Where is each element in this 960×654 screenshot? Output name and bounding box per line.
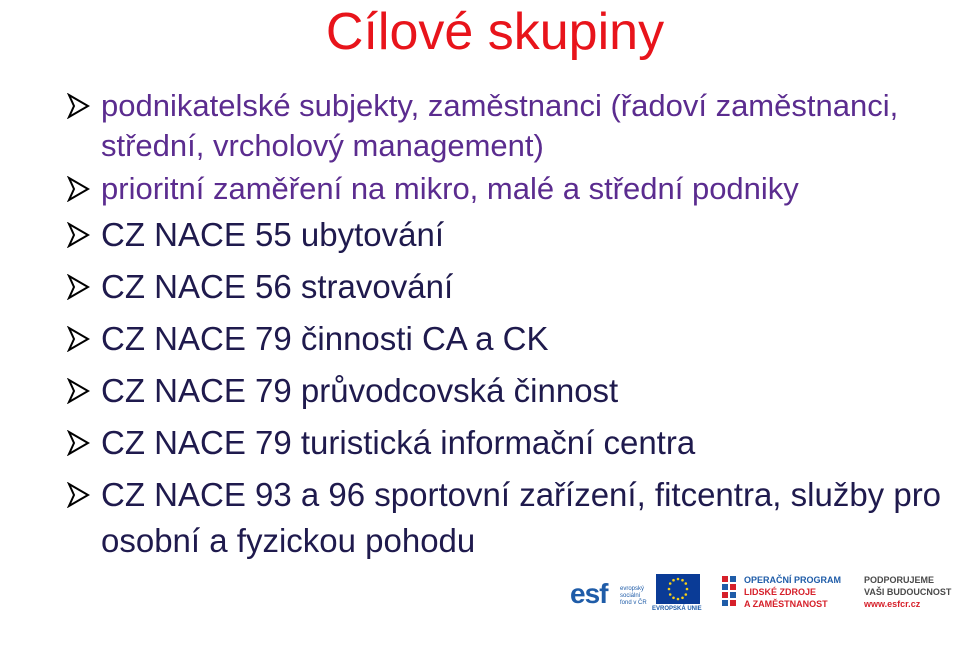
arrow-bullet-icon bbox=[66, 326, 91, 352]
support-line-1: PODPORUJEME bbox=[864, 575, 935, 585]
arrow-bullet-icon bbox=[66, 176, 91, 202]
op-program-text bbox=[744, 574, 854, 610]
page-title: Cílové skupiny bbox=[325, 3, 665, 61]
arrow-bullet-icon bbox=[66, 93, 91, 119]
op-line-1: OPERAČNÍ PROGRAM bbox=[744, 575, 842, 585]
esf-logo bbox=[570, 572, 650, 616]
list-item-text: CZ NACE 79 průvodcovská činnost bbox=[101, 372, 619, 409]
list-item-text: CZ NACE 56 stravování bbox=[101, 268, 454, 305]
list-item bbox=[66, 169, 946, 209]
list-item bbox=[66, 420, 946, 466]
list-item bbox=[66, 472, 946, 564]
list-item bbox=[66, 264, 946, 310]
esf-logo-text: esf bbox=[570, 578, 608, 609]
op-line-2: LIDSKÉ ZDROJE bbox=[744, 587, 817, 597]
list-item-text: podnikatelské subjekty, zaměstnanci (řadoví zaměstnanci, střední, vrcholový management) bbox=[101, 88, 899, 163]
eu-caption: EVROPSKÁ UNIE bbox=[652, 606, 702, 612]
arrow-bullet-icon bbox=[66, 274, 91, 300]
support-slogan bbox=[864, 574, 956, 610]
op-line-3: A ZAMĚSTNANOST bbox=[744, 599, 828, 609]
arrow-bullet-icon bbox=[66, 222, 91, 248]
list-item bbox=[66, 212, 946, 258]
op-program-logo-icon bbox=[720, 574, 738, 612]
arrow-bullet-icon bbox=[66, 430, 91, 456]
support-line-2: VAŠI BUDOUCNOST bbox=[864, 587, 952, 597]
list-item-text: CZ NACE 55 ubytování bbox=[101, 216, 444, 253]
sponsor-logos bbox=[570, 572, 954, 616]
list-item-text: CZ NACE 93 a 96 sportovní zařízení, fitcentra, služby pro osobní a fyzickou pohodu bbox=[101, 476, 942, 559]
list-item bbox=[66, 316, 946, 362]
arrow-bullet-icon bbox=[66, 482, 91, 508]
esf-logo-caption: evropský sociální fond v ČR bbox=[620, 586, 647, 606]
list-item bbox=[66, 368, 946, 414]
list-item bbox=[66, 86, 946, 166]
eu-flag-icon bbox=[656, 574, 700, 604]
list-item-text: CZ NACE 79 činnosti CA a CK bbox=[101, 320, 549, 357]
target-groups-list bbox=[66, 86, 946, 570]
list-item-text: prioritní zaměření na mikro, malé a střední podniky bbox=[101, 171, 799, 206]
support-url: www.esfcr.cz bbox=[864, 599, 921, 609]
list-item-text: CZ NACE 79 turistická informační centra bbox=[101, 424, 696, 461]
arrow-bullet-icon bbox=[66, 378, 91, 404]
